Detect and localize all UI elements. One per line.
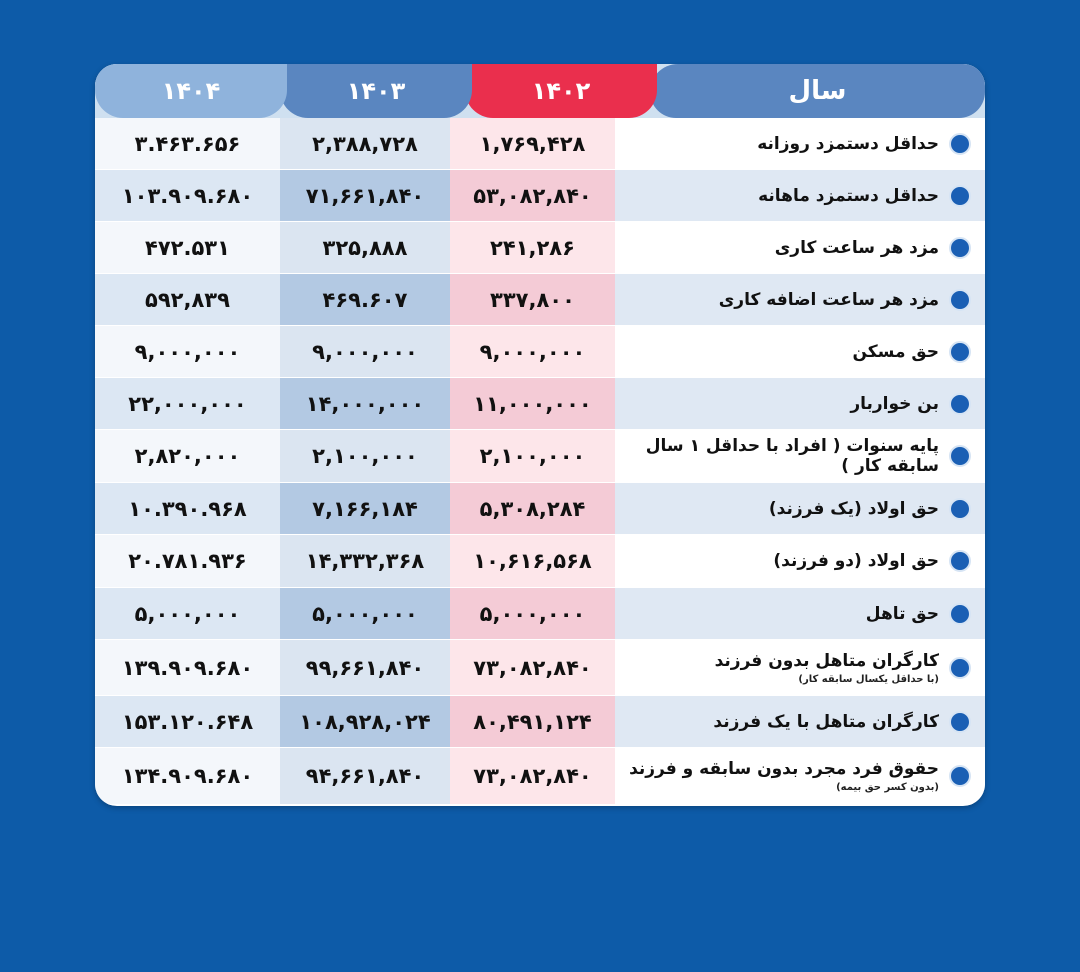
value-1403: ۲,۱۰۰,۰۰۰ bbox=[280, 430, 450, 482]
bullet-icon bbox=[949, 341, 971, 363]
table-row bbox=[95, 222, 985, 274]
table-row bbox=[95, 430, 985, 483]
table-row bbox=[95, 640, 985, 696]
value-1402: ۵۳,۰۸۲,۸۴۰ bbox=[450, 170, 615, 221]
value-1404: ۱۰۳.۹۰۹.۶۸۰ bbox=[95, 170, 280, 221]
value-1403: ۴۶۹.۶۰۷ bbox=[280, 274, 450, 325]
row-label-cell bbox=[615, 748, 985, 804]
row-label: کارگران متاهل با یک فرزند bbox=[713, 711, 939, 732]
value-1403: ۱۴,۰۰۰,۰۰۰ bbox=[280, 378, 450, 429]
header-year-1404: ۱۴۰۴ bbox=[95, 64, 287, 118]
row-label: مزد هر ساعت کاری bbox=[774, 237, 939, 258]
bullet-icon bbox=[949, 765, 971, 787]
value-1402: ۲۴۱,۲۸۶ bbox=[450, 222, 615, 273]
value-1403: ۹۹,۶۶۱,۸۴۰ bbox=[280, 640, 450, 695]
value-1404: ۱۰.۳۹۰.۹۶۸ bbox=[95, 483, 280, 534]
value-1403: ۳۲۵,۸۸۸ bbox=[280, 222, 450, 273]
value-1402: ۷۳,۰۸۲,۸۴۰ bbox=[450, 748, 615, 804]
value-1403: ۷۱,۶۶۱,۸۴۰ bbox=[280, 170, 450, 221]
table-body bbox=[95, 118, 985, 805]
value-1402: ۱۱,۰۰۰,۰۰۰ bbox=[450, 378, 615, 429]
row-label-cell bbox=[615, 378, 985, 429]
value-1404: ۵۹۲,۸۳۹ bbox=[95, 274, 280, 325]
value-1402: ۱۰,۶۱۶,۵۶۸ bbox=[450, 535, 615, 587]
bullet-icon bbox=[949, 289, 971, 311]
value-1402: ۵,۰۰۰,۰۰۰ bbox=[450, 588, 615, 639]
row-label-cell bbox=[615, 430, 985, 482]
value-1404: ۲,۸۲۰,۰۰۰ bbox=[95, 430, 280, 482]
table-row bbox=[95, 118, 985, 170]
value-1402: ۹,۰۰۰,۰۰۰ bbox=[450, 326, 615, 377]
row-label: حقوق فرد مجرد بدون سابقه و فرزند bbox=[629, 759, 939, 779]
row-label-cell bbox=[615, 588, 985, 639]
row-label-cell bbox=[615, 118, 985, 169]
table-row bbox=[95, 326, 985, 378]
row-label-cell bbox=[615, 535, 985, 587]
row-label: حق مسکن bbox=[852, 341, 939, 362]
value-1403: ۹,۰۰۰,۰۰۰ bbox=[280, 326, 450, 377]
row-sublabel: (بدون کسر حق بیمه) bbox=[836, 782, 939, 793]
value-1402: ۳۳۷,۸۰۰ bbox=[450, 274, 615, 325]
wage-table-card bbox=[95, 64, 985, 806]
row-label-cell bbox=[615, 483, 985, 534]
table-row bbox=[95, 274, 985, 326]
row-label-cell bbox=[615, 222, 985, 273]
table-header bbox=[95, 64, 985, 118]
table-row bbox=[95, 535, 985, 588]
value-1402: ۷۳,۰۸۲,۸۴۰ bbox=[450, 640, 615, 695]
row-sublabel: (با حداقل یکسال سابقه کار) bbox=[798, 673, 939, 685]
value-1402: ۱,۷۶۹,۴۲۸ bbox=[450, 118, 615, 169]
value-1404: ۲۲,۰۰۰,۰۰۰ bbox=[95, 378, 280, 429]
value-1402: ۸۰,۴۹۱,۱۲۴ bbox=[450, 696, 615, 747]
bullet-icon bbox=[949, 185, 971, 207]
value-1404: ۴۷۲.۵۳۱ bbox=[95, 222, 280, 273]
value-1403: ۵,۰۰۰,۰۰۰ bbox=[280, 588, 450, 639]
value-1404: ۲۰.۷۸۱.۹۳۶ bbox=[95, 535, 280, 587]
value-1402: ۲,۱۰۰,۰۰۰ bbox=[450, 430, 615, 482]
value-1403: ۷,۱۶۶,۱۸۴ bbox=[280, 483, 450, 534]
bullet-icon bbox=[949, 393, 971, 415]
bullet-icon bbox=[949, 498, 971, 520]
value-1404: ۱۳۹.۹۰۹.۶۸۰ bbox=[95, 640, 280, 695]
value-1404: ۵,۰۰۰,۰۰۰ bbox=[95, 588, 280, 639]
header-year-label: سال bbox=[650, 64, 985, 118]
row-label: کارگران متاهل بدون فرزند bbox=[714, 650, 939, 671]
table-row bbox=[95, 588, 985, 640]
bullet-icon bbox=[949, 237, 971, 259]
row-label-cell bbox=[615, 274, 985, 325]
row-label-cell bbox=[615, 696, 985, 747]
value-1404: ۱۵۳.۱۲۰.۶۴۸ bbox=[95, 696, 280, 747]
bullet-icon bbox=[949, 657, 971, 679]
value-1403: ۱۰۸,۹۲۸,۰۲۴ bbox=[280, 696, 450, 747]
value-1403: ۹۴,۶۶۱,۸۴۰ bbox=[280, 748, 450, 804]
bullet-icon bbox=[949, 550, 971, 572]
table-row bbox=[95, 378, 985, 430]
row-label: حق تاهل bbox=[865, 603, 939, 624]
row-label: حق اولاد (دو فرزند) bbox=[773, 551, 939, 571]
row-label: حداقل دستمزد ماهانه bbox=[758, 185, 939, 206]
value-1404: ۹,۰۰۰,۰۰۰ bbox=[95, 326, 280, 377]
table-row bbox=[95, 696, 985, 748]
bullet-icon bbox=[949, 133, 971, 155]
header-year-1403: ۱۴۰۳ bbox=[280, 64, 472, 118]
table-row bbox=[95, 483, 985, 535]
row-label: پایه سنوات ( افراد با حداقل ۱ سال سابقه کار ) bbox=[645, 436, 939, 476]
bullet-icon bbox=[949, 711, 971, 733]
row-label-cell bbox=[615, 640, 985, 695]
row-label: حداقل دستمزد روزانه bbox=[757, 133, 939, 154]
header-year-1402: ۱۴۰۲ bbox=[465, 64, 657, 118]
value-1404: ۳.۴۶۳.۶۵۶ bbox=[95, 118, 280, 169]
row-label-cell bbox=[615, 170, 985, 221]
table-row bbox=[95, 170, 985, 222]
value-1403: ۲,۳۸۸,۷۲۸ bbox=[280, 118, 450, 169]
value-1404: ۱۳۴.۹۰۹.۶۸۰ bbox=[95, 748, 280, 804]
value-1403: ۱۴,۳۳۲,۳۶۸ bbox=[280, 535, 450, 587]
row-label: مزد هر ساعت اضافه کاری bbox=[718, 289, 939, 310]
bullet-icon bbox=[949, 603, 971, 625]
value-1402: ۵,۳۰۸,۲۸۴ bbox=[450, 483, 615, 534]
bullet-icon bbox=[949, 445, 971, 467]
table-row bbox=[95, 748, 985, 805]
row-label: حق اولاد (یک فرزند) bbox=[768, 498, 939, 519]
row-label: بن خواربار bbox=[850, 393, 939, 414]
row-label-cell bbox=[615, 326, 985, 377]
